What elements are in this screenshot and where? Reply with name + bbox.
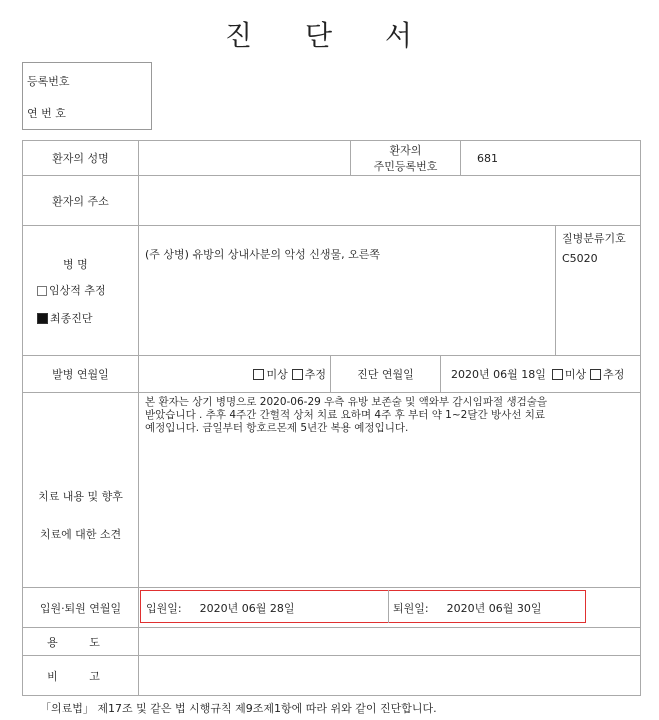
diag-unknown-checkbox[interactable] [552, 369, 563, 380]
treatment-label [22, 392, 139, 588]
disease-code: C5020 [562, 252, 598, 265]
onset-estimated-label: 추정 [304, 368, 326, 381]
footer-statement: 「의료법」 제17조 및 같은 법 시행규칙 제9조제1항에 따라 위와 같이 진단합니다. [40, 702, 437, 715]
treatment-line: 예정입니다. 금일부터 항호르몬제 5년간 복용 예정입니다. [145, 422, 409, 434]
disease-code-cell [555, 225, 641, 356]
use-value [138, 627, 641, 656]
name-value [138, 140, 351, 176]
treatment-line: 받았습니다 . 추후 4주간 간헐적 상처 치료 요하며 4주 후 부터 약 1~2달간 방사선 치료 [145, 409, 546, 421]
admission-in [146, 600, 294, 616]
name-label: 환자의 성명 [22, 140, 139, 176]
treatment-label-2: 치료에 대한 소견 [39, 528, 122, 541]
address-label: 환자의 주소 [22, 175, 139, 226]
onset-unknown-label: 미상 [266, 368, 288, 381]
diagnosis-date-label: 진단 연월일 [330, 355, 441, 393]
address-value [138, 175, 641, 226]
admission-label: 입원·퇴원 연월일 [22, 587, 139, 628]
final-label: 최종진단 [50, 311, 93, 325]
diag-estimated-checkbox[interactable] [590, 369, 601, 380]
clinical-label: 임상적 추정 [49, 283, 106, 297]
remarks-value [138, 655, 641, 696]
treatment-text [138, 392, 641, 588]
final-checkbox[interactable] [37, 313, 48, 324]
remarks-label: 비 고 [22, 655, 139, 696]
diagnosis-date-cell [440, 355, 641, 393]
serial-no-label: 연 번 호 [27, 107, 66, 120]
document-title: 진 단 서 [225, 19, 434, 52]
diag-unknown-label: 미상 [564, 368, 587, 381]
diagnosis-date: 2020년 06월 18일 [451, 368, 546, 381]
out-date: 2020년 06월 30일 [446, 602, 542, 615]
option-final[interactable] [37, 310, 93, 326]
id-label-line2: 주민등록번호 [373, 160, 438, 173]
diag-estimated-label: 추정 [603, 368, 625, 381]
admission-divider [388, 590, 389, 623]
in-date: 2020년 06월 28일 [199, 602, 295, 615]
id-value: 681 [460, 140, 641, 176]
treatment-line: 본 환자는 상기 병명으로 2020-06-29 우측 유방 보존술 및 액와부 감시임파절 생검술을 [145, 396, 548, 408]
disease-code-label: 질병분류기호 [562, 232, 626, 245]
treatment-label-1: 치료 내용 및 향후 [38, 490, 123, 503]
id-label-line1: 환자의 [389, 144, 422, 157]
id-label [350, 140, 461, 176]
in-label: 입원일: [146, 602, 182, 615]
onset-label: 발병 연월일 [22, 355, 139, 393]
disease-label-cell [22, 225, 139, 356]
onset-estimated-checkbox[interactable] [292, 369, 303, 380]
reg-no-label: 등록번호 [27, 75, 70, 88]
option-clinical[interactable] [37, 282, 106, 298]
registration-box [22, 62, 152, 130]
onset-unknown-checkbox[interactable] [253, 369, 264, 380]
disease-label: 병 명 [63, 257, 88, 271]
use-label: 용 도 [22, 627, 139, 656]
clinical-checkbox[interactable] [37, 286, 47, 296]
disease-name: (주 상병) 유방의 상내사분의 악성 신생물, 오른쪽 [138, 225, 556, 356]
admission-out [393, 600, 541, 616]
out-label: 퇴원일: [393, 602, 429, 615]
onset-value [138, 355, 331, 393]
